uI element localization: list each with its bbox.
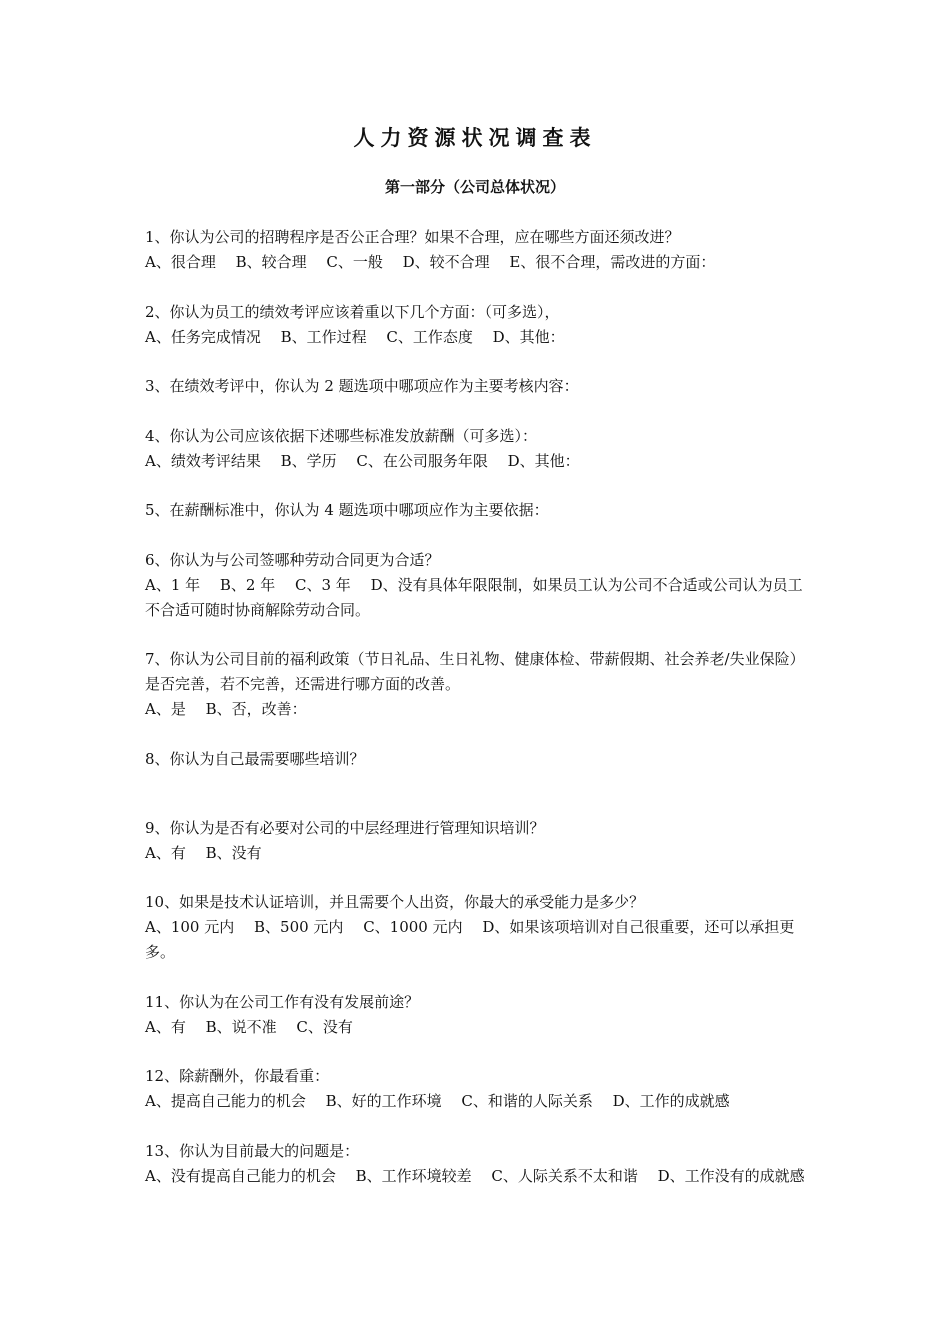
document-title: 人力资源状况调查表 [353,125,597,150]
question-7 [145,647,810,722]
question-options: A、绩效考评结果 B、学历 C、在公司服务年限 D、其他： [145,451,580,470]
question-text: 12、除薪酬外，你最看重： [145,1067,330,1085]
question-text: 3、在绩效考评中，你认为 2 题选项中哪项应作为主要考核内容： [145,377,579,395]
question-13 [145,1139,810,1189]
question-text: 9、你认为是否有必要对公司的中层经理进行管理知识培训？ [145,818,545,837]
question-text: 11、你认为在公司工作有没有发展前途？ [145,992,420,1011]
question-options: A、有 B、没有 [145,843,262,862]
question-11 [145,990,810,1040]
question-text: 1、你认为公司的招聘程序是否公正合理？如果不合理，应在哪些方面还须改进？ [145,228,680,246]
question-8 [145,747,810,772]
question-options: A、提高自己能力的机会 B、好的工作环境 C、和谐的人际关系 D、工作的成就感 [145,1092,730,1110]
question-text: 4、你认为公司应该依据下述哪些标准发放薪酬（可多选）： [145,426,538,445]
question-options: A、任务完成情况 B、工作过程 C、工作态度 D、其他： [145,327,565,346]
question-options: A、是 B、否，改善： [145,700,307,718]
question-text: 8、你认为自己最需要哪些培训？ [145,749,365,768]
section-subtitle: 第一部分（公司总体状况） [384,178,565,196]
question-1 [145,225,810,275]
question-text: 13、你认为目前最大的问题是： [145,1141,360,1160]
question-text: 2、你认为员工的绩效考评应该着重以下几个方面：（可多选）， [145,302,560,321]
question-6 [145,548,810,623]
question-text: 5、在薪酬标准中，你认为 4 题选项中哪项应作为主要依据： [145,501,549,519]
question-text: 6、你认为与公司签哪种劳动合同更为合适？ [145,550,440,569]
question-options: A、有 B、说不准 C、没有 [145,1017,353,1036]
question-list [145,225,810,1213]
question-text: 10、如果是技术认证培训，并且需要个人出资，你最大的承受能力是多少？ [145,893,645,911]
question-options: A、没有提高自己能力的机会 B、工作环境较差 C、人际关系不太和谐 D、工作没有的成就感 [145,1166,805,1185]
question-3 [145,374,810,399]
question-10 [145,890,810,965]
question-options: A、1 年 B、2 年 C、3 年 D、没有具体年限限制，如果员工认为公司不合适或公司认为员工不合适可随时协商解除劳动合同。 [145,575,803,619]
question-9 [145,816,810,866]
question-options: A、100 元内 B、500 元内 C、1000 元内 D、如果该项培训对自己很重要，还可以承担更多。 [145,918,795,961]
question-2 [145,300,810,350]
question-text: 7、你认为公司目前的福利政策（节日礼品、生日礼物、健康体检、带薪假期、社会养老/失业保险）是否完善，若不完善，还需进行哪方面的改善。 [145,650,805,693]
question-5 [145,498,810,523]
question-options: A、很合理 B、较合理 C、一般 D、较不合理 E、很不合理，需改进的方面： [145,253,716,271]
question-12 [145,1064,810,1114]
question-4 [145,424,810,474]
